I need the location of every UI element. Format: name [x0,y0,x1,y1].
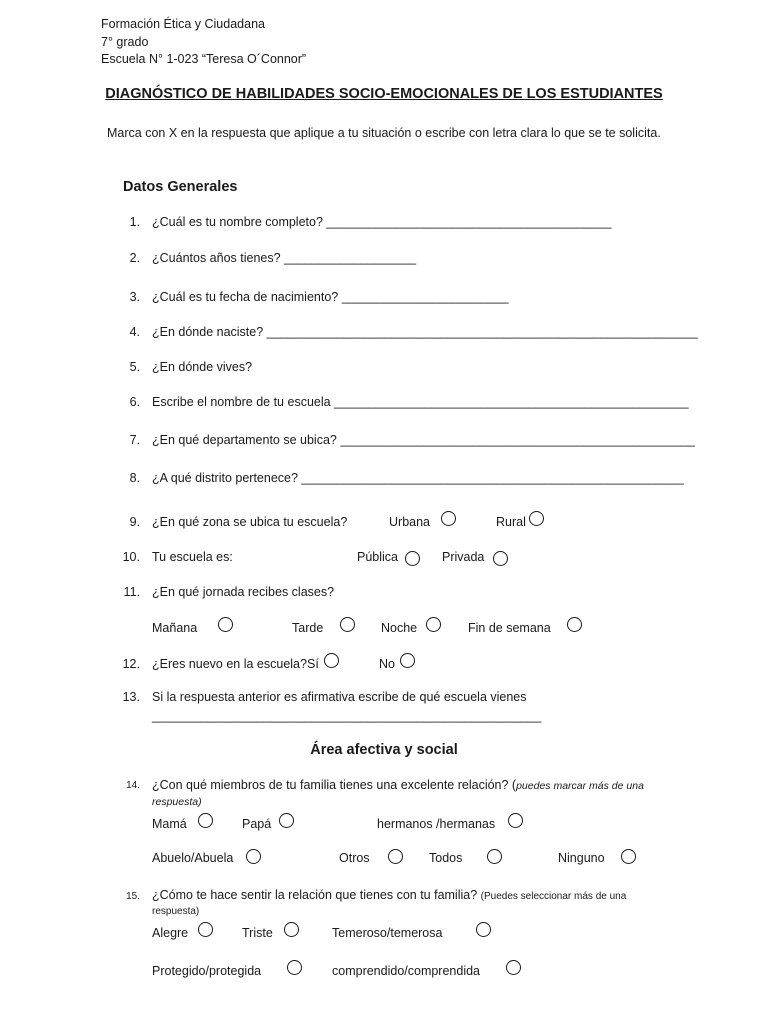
option-label-hermanos: hermanos /hermanas [377,817,496,831]
option-label-publica: Pública [357,550,398,564]
option-label-comprendido: comprendido/comprendida [332,964,481,978]
question-5-text[interactable]: ¿En dónde vives? [152,360,253,374]
radio-manana[interactable] [218,617,233,632]
option-label-tarde: Tarde [292,621,324,635]
question-14-hint-cont: respuesta) [152,796,202,808]
radio-rural[interactable] [529,511,544,526]
radio-publica[interactable] [405,551,420,566]
radio-no[interactable] [400,653,415,668]
question-number: 13. [122,690,140,704]
question-7-text[interactable]: ¿En qué departamento se ubica? ___________________________________________________ [152,433,695,447]
question-number: 14. [126,780,140,791]
option-label-privada: Privada [442,550,485,564]
question-10-text: Tu escuela es: [152,550,233,564]
question-number: 8. [129,471,140,485]
radio-todos[interactable] [487,849,502,864]
radio-privada[interactable] [493,551,508,566]
question-number: 12. [122,657,140,671]
question-number: 9. [129,515,140,529]
radio-noche[interactable] [426,617,441,632]
radio-urbana[interactable] [441,511,456,526]
question-3-text[interactable]: ¿Cuál es tu fecha de nacimiento? ________________________ [152,290,509,304]
answer-line-13[interactable]: ________________________________________________________ [152,709,542,723]
question-2-text[interactable]: ¿Cuántos años tienes? ___________________ [152,251,417,265]
question-15-main: ¿Cómo te hace sentir la relación que tienes con tu familia? [152,888,478,902]
grade-line: 7° grado [101,35,149,49]
question-number: 1. [129,215,140,229]
option-label-mama: Mamá [152,817,187,831]
radio-papa[interactable] [279,813,294,828]
option-label-urbana: Urbana [389,515,430,529]
option-label-papa: Papá [242,817,272,831]
option-label-rural: Rural [496,515,526,529]
option-label-manana: Mañana [152,621,198,635]
radio-abuelo[interactable] [246,849,261,864]
radio-mama[interactable] [198,813,213,828]
question-number: 11. [123,585,140,599]
option-label-abuelo: Abuelo/Abuela [152,851,234,865]
question-15-hint-cont: respuesta) [152,906,200,917]
question-number: 6. [129,395,140,409]
document-title: DIAGNÓSTICO DE HABILIDADES SOCIO-EMOCIONALES DE LOS ESTUDIANTES [105,86,663,102]
radio-comprendido[interactable] [506,960,521,975]
radio-protegido[interactable] [287,960,302,975]
radio-hermanos[interactable] [508,813,523,828]
question-9-text: ¿En qué zona se ubica tu escuela? [152,515,348,529]
radio-ninguno[interactable] [621,849,636,864]
question-12-text: ¿Eres nuevo en la escuela? [152,657,307,671]
question-15-hint: (Puedes seleccionar más de una [480,891,627,902]
question-14-text [152,778,644,792]
question-number: 10. [122,550,140,564]
question-14-main: ¿Con qué miembros de tu familia tienes una excelente relación? ( [152,778,517,792]
option-label-ninguno: Ninguno [558,851,605,865]
question-1-text[interactable]: ¿Cuál es tu nombre completo? _________________________________________ [152,215,612,229]
radio-si[interactable] [324,653,339,668]
question-number: 4. [129,325,140,339]
option-label-temeroso: Temeroso/temerosa [332,926,443,940]
question-number: 3. [129,290,140,304]
question-8-text[interactable]: ¿A qué distrito pertenece? _______________________________________________________ [152,471,684,485]
question-number: 5. [129,360,140,374]
option-label-si: Sí [307,657,319,671]
radio-otros[interactable] [388,849,403,864]
question-number: 15. [126,891,140,902]
subject-line: Formación Ética y Ciudadana [101,17,265,31]
radio-alegre[interactable] [198,922,213,937]
option-label-protegido: Protegido/protegida [152,964,262,978]
question-14-hint: puedes marcar más de una [516,780,644,792]
question-number: 2. [129,251,140,265]
option-label-fin-de-semana: Fin de semana [468,621,551,635]
option-label-noche: Noche [381,621,418,635]
question-6-text[interactable]: Escribe el nombre de tu escuela ___________________________________________________ [152,395,689,409]
option-label-alegre: Alegre [152,926,189,940]
option-label-todos: Todos [429,851,463,865]
option-label-no: No [379,657,395,671]
section-title-general: Datos Generales [123,179,238,195]
radio-tarde[interactable] [340,617,355,632]
section-title-affective: Área afectiva y social [310,742,458,758]
radio-temeroso[interactable] [476,922,491,937]
school-line: Escuela N° 1-023 “Teresa O´Connor” [101,52,307,66]
question-15-text [152,888,626,902]
question-4-text[interactable]: ¿En dónde naciste? ______________________________________________________________ [152,325,698,339]
radio-fin-de-semana[interactable] [567,617,582,632]
option-label-triste: Triste [242,926,273,940]
question-11-text: ¿En qué jornada recibes clases? [152,585,335,599]
question-number: 7. [129,433,140,447]
option-label-otros: Otros [339,851,370,865]
question-13-text: Si la respuesta anterior es afirmativa escribe de qué escuela vienes [152,690,527,704]
instructions: Marca con X en la respuesta que aplique a tu situación o escribe con letra clara lo que se te solicita. [107,126,661,140]
radio-triste[interactable] [284,922,299,937]
